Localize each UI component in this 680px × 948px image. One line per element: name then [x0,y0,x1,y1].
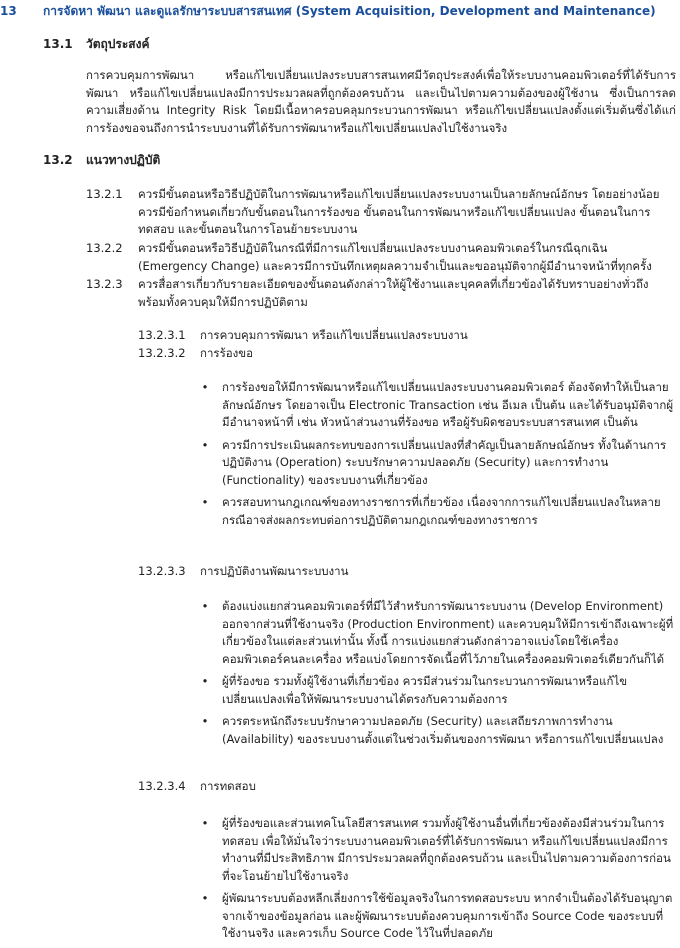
section-number: 13 [0,4,17,18]
list-item [200,713,676,748]
subitem-number: 13.2.3.1 [138,328,186,342]
objective-paragraph: การควบคุมการพัฒนา หรือแก้ไขเปลี่ยนแปลงระบบสารสนเทศมีวัตถุประสงค์เพื่อให้ระบบงานคอมพิวเตอร์ที่ได้รับการพัฒนา หรือแก้ไขเปลี่ยนแปลงมีการประมวลผลที่ถูกต้องครบถ้วน และเป็นไปตามความต้องของผู้ใช้งาน ซึ่งเป็นการลดความเสี่ยงด้าน Integrity Risk โดยมีเนื้อหาครอบคลุมกระบวนการพัฒนา หรือแก้ไขเปลี่ยนแปลงตั้งแต่เริ่มต้นซึ่งได้แก่การร้องขอจนถึงการนำระบบงานที่ได้รับการพัฒนาหรือแก้ไขเปลี่ยนแปลงไปใช้งานจริง [86,68,676,135]
item-text: ควรมีขั้นตอนหรือวิธีปฏิบัติในกรณีที่มีการแก้ไขเปลี่ยนแปลงระบบงานคอมพิวเตอร์ในกรณีฉุกเฉิน (Emergency Change) และควรมีการบันทึกเหตุผลความจำเป็นและขออนุมัติจากผู้มีอำนาจหน้าที่ทุกครั้ง [138,241,652,273]
subitem-number: 13.2.3.4 [138,779,186,793]
bullet-icon: • [201,891,209,905]
bullet-icon: • [201,599,209,613]
list-item-text: ควรสอบทานกฎเกณฑ์ของทางราชการที่เกี่ยวข้อง เนื่องจากการแก้ไขเปลี่ยนแปลงในหลายกรณีอาจส่งผลกระทบต่อการปฏิบัติตามกฎเกณฑ์ของทางราชการ [222,495,661,527]
list-item-text: ต้องแบ่งแยกส่วนคอมพิวเตอร์ที่มีไว้สำหรับการพัฒนาระบบงาน (Develop Environment) ออกจากส่วนที่ใช้งานจริง (Production Environment) และควบคุมให้มีการเข้าถึงเฉพาะผู้ที่เกี่ยวข้องในแต่ละส่วนเท่านั้น ทั้งนี้ การแบ่งแยกส่วนดังกล่าวอาจแบ่งโดยใช้เครื่องคอมพิวเตอร์คนละเครื่อง หรือแบ่งโดยการจัดเนื้อที่ไว้ภายในเครื่องคอมพิวเตอร์เดียวกันก็ได้ [222,599,674,666]
subitem-title: การทดสอบ [200,779,256,793]
testing-bullet-list [200,815,676,948]
item-number: 13.2.1 [86,187,123,201]
list-item-text: การร้องขอให้มีการพัฒนาหรือแก้ไขเปลี่ยนแปลงระบบงานคอมพิวเตอร์ ต้องจัดทำให้เป็นลายลักษณ์อักษร โดยอาจเป็น Electronic Transaction เช่น อีเมล เป็นต้น และได้รับอนุมัติจากผู้มีอำนาจหน้าที่ เช่น หัวหน้าส่วนงานที่ร้องขอ หรือผู้รับผิดชอบระบบสารสนเทศ เป็นต้น [222,380,674,429]
objective-number: 13.1 [43,37,73,51]
subitem-number: 13.2.3.3 [138,564,186,578]
list-item [200,494,676,529]
item-number: 13.2.3 [86,277,123,291]
subitem-title: การร้องขอ [200,346,254,360]
bullet-icon: • [201,437,209,452]
subitem-title: การปฏิบัติงานพัฒนาระบบงาน [200,564,349,578]
list-item [200,673,676,708]
bullet-icon: • [201,495,209,509]
list-item-text: ผู้ที่ร้องขอและส่วนเทคโนโลยีสารสนเทศ รวมทั้งผู้ใช้งานอื่นที่เกี่ยวข้องต้องมีส่วนร่วมในการทดสอบ เพื่อให้มั่นใจว่าระบบงานคอมพิวเตอร์ที่ได้รับการพัฒนา หรือแก้ไขเปลี่ยนแปลงมีการทำงานที่มีประสิทธิภาพ มีการประมวลผลที่ถูกต้องครบถ้วน และเป็นไปตามความต้องการก่อนที่จะโอนย้ายไปใช้งานจริง [222,816,671,883]
bullet-icon: • [201,816,209,830]
item-text: ควรสื่อสารเกี่ยวกับรายละเอียดของขั้นตอนดังกล่าวให้ผู้ใช้งานและบุคคลที่เกี่ยวข้องได้รับทราบอย่างทั่วถึงพร้อมทั้งควบคุมให้มีการปฏิบัติตาม [138,277,649,309]
list-item [200,379,676,432]
list-item [200,598,676,668]
objective-title: วัตถุประสงค์ [86,37,150,51]
bullet-icon: • [201,674,209,688]
item-text: ควรมีขั้นตอนหรือวิธีปฏิบัติในการพัฒนาหรือแก้ไขเปลี่ยนแปลงระบบงานเป็นลายลักษณ์อักษร โดยอย่างน้อยควรมีข้อกำหนดเกี่ยวกับขั้นตอนในการร้องขอ ขั้นตอนในการพัฒนาหรือแก้ไขเปลี่ยนแปลง ขั้นตอนในการทดสอบ และขั้นตอนในการโอนย้ายระบบงาน [138,187,660,236]
list-item [200,815,676,885]
item-number: 13.2.2 [86,241,123,255]
request-bullet-list [200,379,676,534]
guidelines-number: 13.2 [43,153,73,167]
subitem-title: การควบคุมการพัฒนา หรือแก้ไขเปลี่ยนแปลงระบบงาน [200,328,468,342]
bullet-icon: • [201,380,209,394]
list-item [200,890,676,943]
section-title: การจัดหา พัฒนา และดูแลรักษาระบบสารสนเทศ (System Acquisition, Development and Maintenance) [43,4,656,18]
list-item-text: ควรตระหนักถึงระบบรักษาความปลอดภัย (Security) และเสถียรภาพการทำงาน (Availability) ของระบบงานตั้งแต่ในช่วงเริ่มต้นของการพัฒนา หรือการแก้ไขเปลี่ยนแปลง [222,714,664,746]
guidelines-title: แนวทางปฏิบัติ [86,153,161,167]
list-item [200,437,676,490]
subitem-number: 13.2.3.2 [138,346,186,360]
list-item-text: ผู้พัฒนาระบบต้องหลีกเลี่ยงการใช้ข้อมูลจริงในการทดสอบระบบ หากจำเป็นต้องได้รับอนุญาตจากเจ้าของข้อมูลก่อน และผู้พัฒนาระบบต้องควบคุมการเข้าถึง Source Code ของระบบที่ใช้งานจริง และควรเก็บ Source Code ไว้ในที่ปลอดภัย [222,891,673,940]
list-item-text: ควรมีการประเมินผลกระทบของการเปลี่ยนแปลงที่สำคัญเป็นลายลักษณ์อักษร ทั้งในด้านการปฏิบัติงาน (Operation) ระบบรักษาความปลอดภัย (Security) และการทำงาน (Functionality) ของระบบงานที่เกี่ยวข้อง [222,437,667,487]
bullet-icon: • [201,714,209,728]
development-bullet-list [200,598,676,753]
list-item-text: ผู้ที่ร้องขอ รวมทั้งผู้ใช้งานที่เกี่ยวข้อง ควรมีส่วนร่วมในกระบวนการพัฒนาหรือแก้ไขเปลี่ยนแปลงเพื่อให้พัฒนาระบบงานได้ตรงกับความต้องการ [222,674,628,706]
